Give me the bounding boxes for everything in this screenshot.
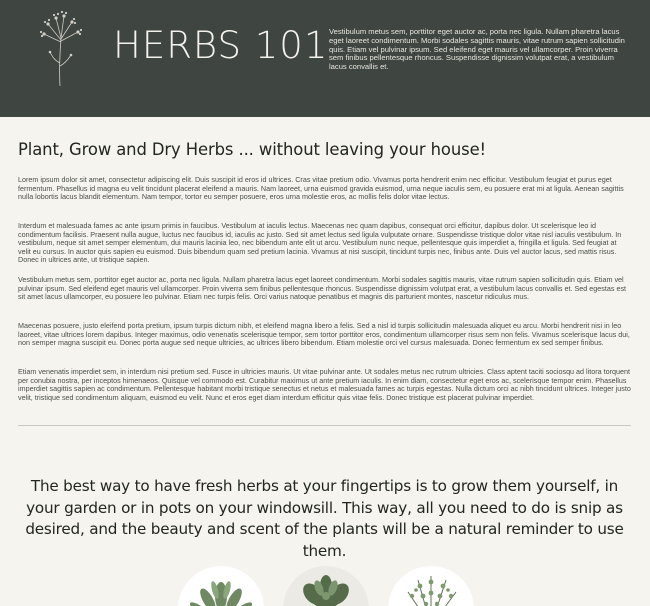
section-divider xyxy=(18,425,631,426)
body-paragraph: Interdum et malesuada fames ac ante ipsum primis in faucibus. Vestibulum at iaculis lectus. Maecenas nec quam dapibus, consequat orci efficitur, dapibus dolor. Ut scelerisque leo id condimentum facilisis. Praesent nulla augue, luctus nec faucibus id, iaculis ac justo. Sed sit amet lectus sed ligula vulputate ornare. Suspendisse tristique dolor vitae nisl iaculis vestibulum. In vestibulum, neque sit amet semper elementum, dui mauris lacinia leo, nec bibendum ante elit ut arcu. Vestibulum nunc neque, pellentesque quis imperdiet a, fringilla et ligula. Sed feugiat at velit eu cursus. In auctor quis sapien eu euismod. Duis bibendum quam sed pretium lacinia. Vivamus at nisi suscipit, tincidunt turpis nec, finibus ante. Duis vel auctor lacus, sed mattis risus. Donec in ultrices ante, ut tristique sapien. xyxy=(18,221,622,265)
thyme-plant-image xyxy=(388,566,474,606)
succulent-plant-image xyxy=(283,566,369,606)
body-paragraph: Lorem ipsum dolor sit amet, consectetur adipiscing elit. Duis suscipit id eros id ultrices. Cras vitae pretium odio. Vivamus porta hendrerit enim nec efficitur. Vestibulum feugiat et purus eget fermentum. Phasellus id magna eu velit tincidunt placerat eleifend a mauris. Nam laoreet, urna euismod gravida euismod, urna neque iaculis sem, eu posuere erat mi at ligula. Aenean sagittis nulla lobortis lacus blandit elementum. Nam tempor, tortor eu semper posuere, eros urna molestie eros, ac mollis felis dolor vitae lectus. xyxy=(18,175,624,202)
body-paragraph: Vestibulum metus sem, porttitor eget auctor ac, porta nec ligula. Nullam pharetra lacus eget laoreet condimentum. Morbi sodales sagittis mauris, vitae rutrum sapien sollicitudin quis. Etiam vel pulvinar ipsum. Sed eleifend eget mauris vel ullamcorper. Proin viverra sem finibus pellentesque rhoncus. Suspendisse dignissim volutpat erat, a vestibulum lacus convallis et. Sed egestas est sit amet lacus ullamcorper, eu posuere leo pulvinar. Etiam nec turpis felis. Orci varius natoque penatibus et magnis dis parturient montes, nascetur ridiculus mus. xyxy=(18,275,627,302)
site-header xyxy=(0,0,650,117)
feature-quote: The best way to have fresh herbs at your fingertips is to grow them yourself, in your garden or in pots on your windowsill. This way, all you need to do is snip as desired, and the beauty and scent of the plants will be a natural reminder to use them. xyxy=(25,477,624,560)
sage-plant-image xyxy=(178,566,264,606)
body-paragraph: Etiam venenatis imperdiet sem, in interdum nisi pretium sed. Fusce in ultricies mauris. Ut vitae pulvinar ante. Ut sodales metus nec rutrum ultricies. Class aptent taciti sociosqu ad litora torquent per conubia nostra, per inceptos himenaeos. Quisque vel commodo est. Curabitur maximus ut ante pretium iaculis. In enim diam, consectetur eget eros ac, scelerisque tempor enim. Phasellus imperdiet sagittis sapien ac condimentum. Pellentesque habitant morbi tristique senectus et netus et malesuada fames ac turpis egestas. Nulla dictum orci ac nibh tincidunt ultrices. Integer justo velit, tristique sed condimentum aliquam, euismod eu velit. Nunc et eros eget diam interdum efficitur quis vitae felis. Donec tristique est placerat pulvinar imperdiet. xyxy=(18,367,631,402)
body-paragraph: Maecenas posuere, justo eleifend porta pretium, ipsum turpis dictum nibh, et eleifend magna libero a felis. Sed a nisl id turpis sollicitudin malesuada aliquet eu arcu. Morbi hendrerit nisi in leo laoreet, vitae ultrices lorem dapibus. Integer maximus, odio venenatis scelerisque tempor, sem tortor porttitor eros, condimentum ullamcorper risus sem non felis. Vivamus scelerisque lacus dui, non semper magna suscipit eu. Donec porta augue sed neque ultricies, ac ultrices libero bibendum. Etiam molestie orci vel cursus malesuada. Donec fermentum ex sed semper finibus. xyxy=(18,321,630,348)
page-title: Plant, Grow and Dry Herbs ... without leaving your house! xyxy=(18,140,487,159)
article xyxy=(18,140,631,402)
site-logo[interactable]: HERBS 101 xyxy=(113,24,329,67)
herb-sprig-icon xyxy=(34,8,86,86)
header-blurb: Vestibulum metus sem, porttitor eget auctor ac, porta nec ligula. Nullam pharetra lacus eget laoreet condimentum. Morbi sodales sagittis mauris, vitae rutrum sapien sollicitudin quis. Etiam vel pulvinar ipsum. Sed eleifend eget mauris vel ullamcorper. Proin viverra sem finibus pellentesque rhoncus. Suspendisse dignissim volutpat erat, a vestibulum lacus convallis et. xyxy=(329,27,625,72)
